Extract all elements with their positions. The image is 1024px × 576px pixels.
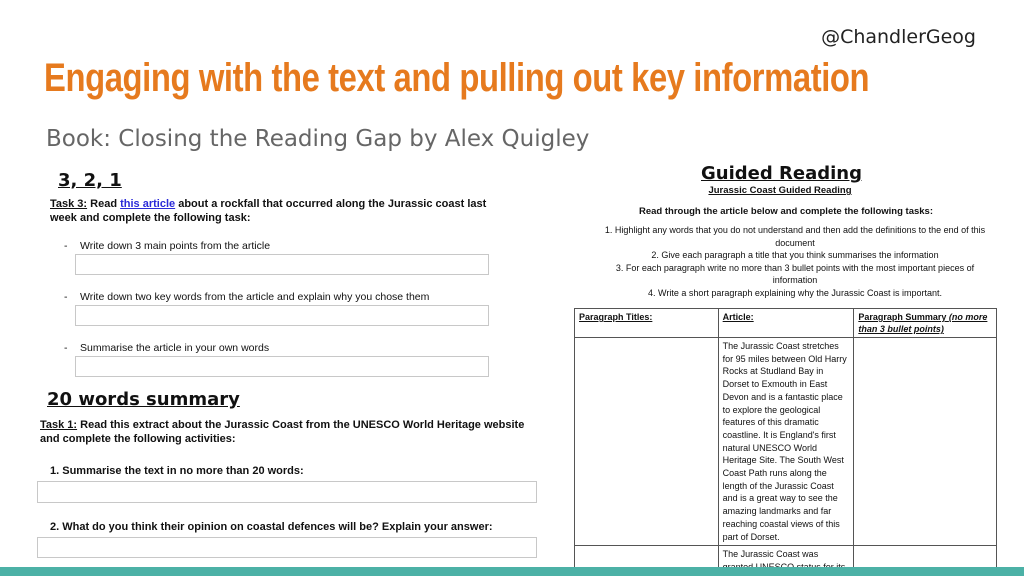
paragraph-title-cell-1[interactable] bbox=[575, 338, 719, 546]
article-cell-1: The Jurassic Coast stretches for 95 miles between Old Harry Rocks at Studland Bay in Dorset to Exmouth in East Devon and is a fantastic place to explore the geological features of this dramatic coastline. It is England's first natural UNESCO World Heritage Site. The South West Coast Path runs along the length of the Jurassic Coast and is a great way to see the amazing landmarks and far reaching coastal views of this part of Dorset. bbox=[718, 338, 854, 546]
guided-reading-table bbox=[574, 308, 997, 576]
guided-reading-steps bbox=[595, 224, 995, 299]
summary-cell-1[interactable] bbox=[854, 338, 997, 546]
task3-post: about a rockfall that occurred along the Jurassic coast last week and complete the following task: bbox=[50, 198, 487, 224]
guided-step-4: 4. Write a short paragraph explaining why the Jurassic Coast is important. bbox=[648, 287, 942, 298]
slide-title: Engaging with the text and pulling out key information bbox=[44, 56, 870, 100]
slide-subtitle: Book: Closing the Reading Gap by Alex Quigley bbox=[46, 126, 590, 152]
author-handle: @ChandlerGeog bbox=[821, 26, 976, 48]
table-row bbox=[575, 338, 997, 546]
task3-bullet-2: - Write down two key words from the article and explain why you chose them bbox=[64, 291, 430, 303]
article-cell-2: The Jurassic Coast was bbox=[718, 546, 854, 576]
bottom-accent-bar bbox=[0, 567, 1024, 576]
question-2: 2. What do you think their opinion on coastal defences will be? Explain your answer: bbox=[50, 521, 493, 533]
task1-text: Read this extract about the Jurassic Coast from the UNESCO World Heritage website and complete the following activities: bbox=[40, 419, 525, 445]
guided-reading-heading: Guided Reading bbox=[701, 163, 862, 184]
task3-bullet-3: - Summarise the article in your own words bbox=[64, 342, 270, 354]
task3-answer-box-2[interactable] bbox=[75, 305, 489, 326]
task3-bullet-1: - Write down 3 main points from the article bbox=[64, 240, 271, 252]
task1-label: Task 1: bbox=[40, 419, 78, 431]
header-paragraph-summary: Paragraph Summary (no more than 3 bullet points) bbox=[854, 309, 997, 338]
table-header-row bbox=[575, 309, 997, 338]
question-1: 1. Summarise the text in no more than 20 words: bbox=[50, 465, 304, 477]
section-heading-321: 3, 2, 1 bbox=[58, 170, 122, 191]
guided-step-2: 2. Give each paragraph a title that you think summarises the information bbox=[651, 250, 939, 260]
guided-step-3: 3. For each paragraph write no more than 3 bullet points with the most important pieces of information bbox=[615, 262, 975, 285]
section-heading-20-words: 20 words summary bbox=[47, 389, 240, 410]
article-link[interactable]: this article bbox=[120, 198, 176, 210]
guided-reading-intro: Read through the article below and complete the following tasks: bbox=[638, 206, 933, 217]
header-paragraph-titles: Paragraph Titles: bbox=[575, 309, 719, 338]
task1-panel bbox=[40, 418, 540, 446]
question-2-answer-box[interactable] bbox=[37, 537, 537, 558]
question-1-answer-box[interactable] bbox=[37, 481, 537, 503]
guided-reading-subheading: Jurassic Coast Guided Reading bbox=[708, 185, 852, 196]
task3-answer-box-3[interactable] bbox=[75, 356, 489, 377]
task3-panel bbox=[50, 197, 500, 225]
task3-pre: Read bbox=[87, 198, 121, 210]
task3-answer-box-1[interactable] bbox=[75, 254, 489, 275]
task3-instructions bbox=[50, 197, 500, 225]
task3-label: Task 3: bbox=[50, 198, 88, 210]
guided-step-1: 1. Highlight any words that you do not understand and then add the definitions to the end of this document bbox=[604, 225, 986, 248]
task1-instructions bbox=[40, 418, 540, 446]
header-article: Article: bbox=[718, 309, 854, 338]
